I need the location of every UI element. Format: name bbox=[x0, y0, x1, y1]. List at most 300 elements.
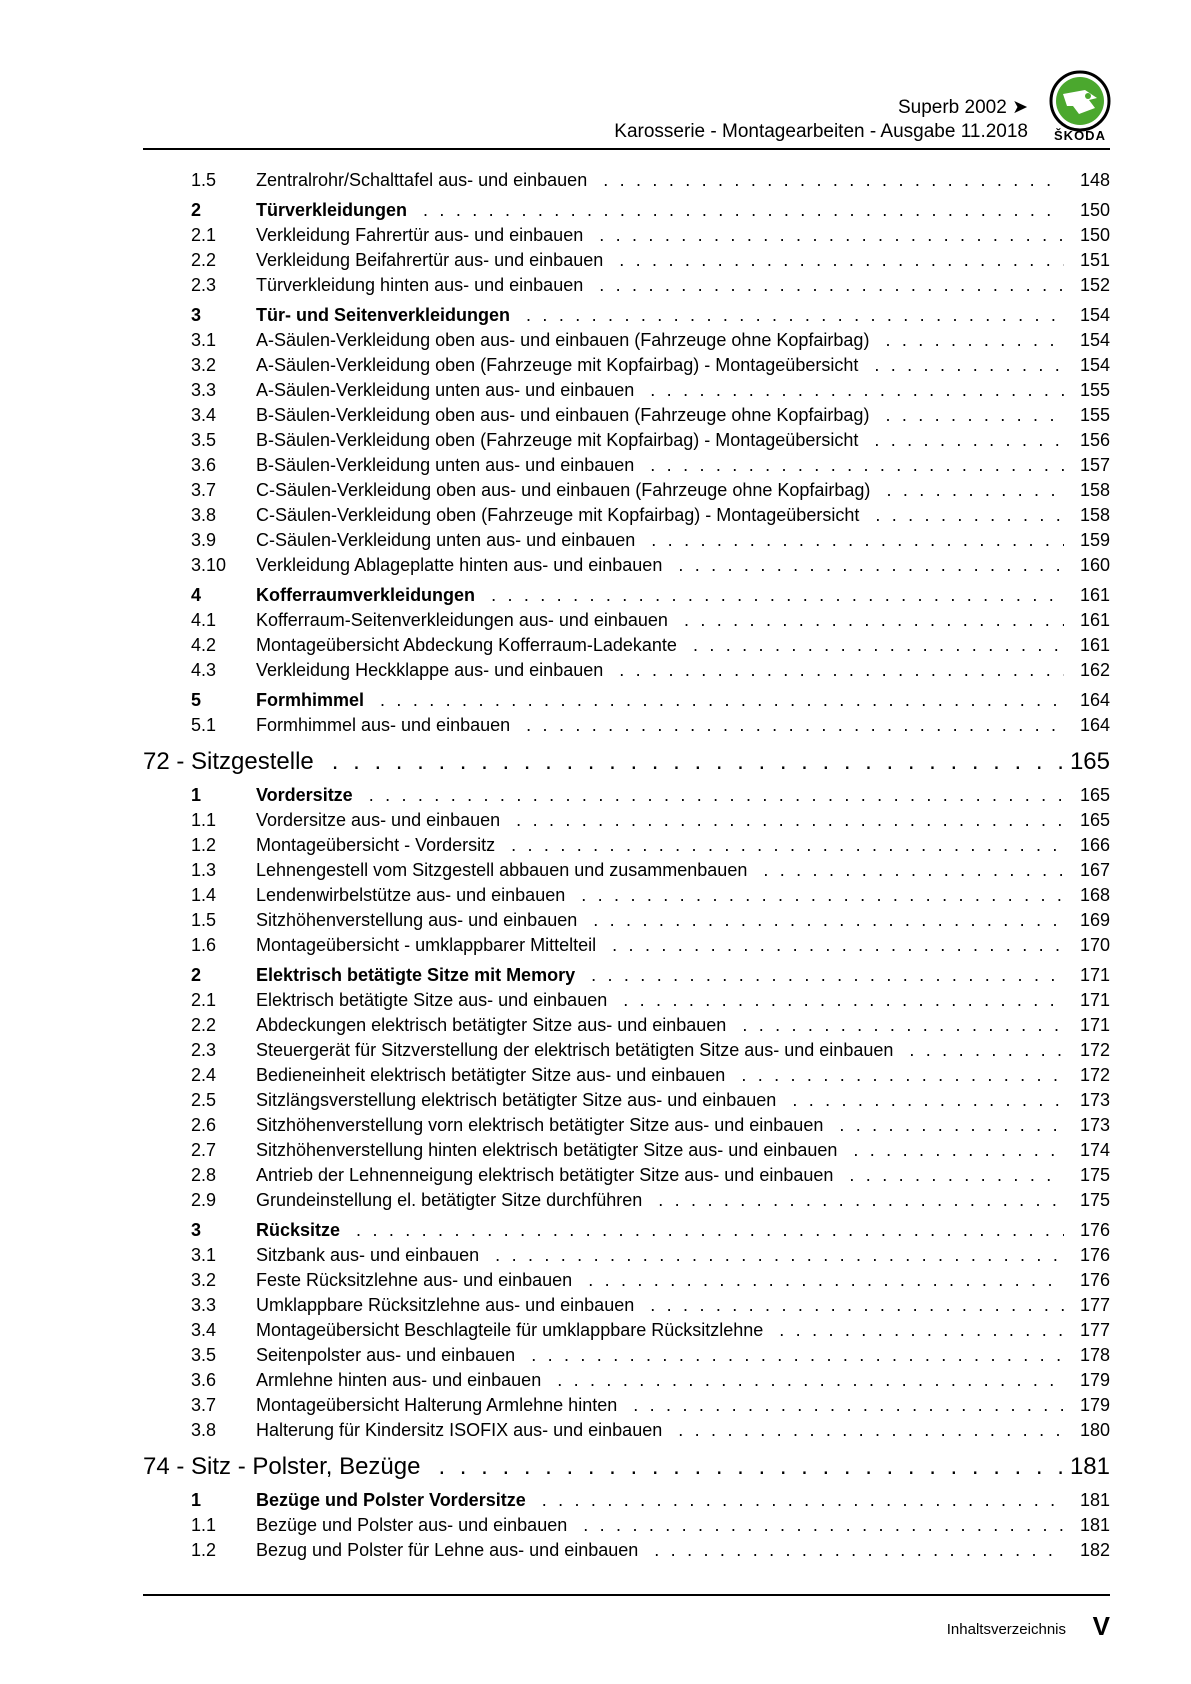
toc-entry[interactable] bbox=[143, 405, 1110, 430]
toc-entry-title: C-Säulen-Verkleidung oben aus- und einbauen (Fahrzeuge ohne Kopfairbag) bbox=[256, 480, 871, 500]
leader-dots bbox=[650, 380, 1064, 401]
toc-entry-page-number: 161 bbox=[1079, 610, 1110, 630]
toc-entry-body bbox=[256, 555, 1110, 576]
toc-entry-page-number: 171 bbox=[1079, 965, 1110, 985]
toc-entry-number: 3.2 bbox=[191, 355, 217, 375]
toc-entry-title: Tür- und Seitenverkleidungen bbox=[256, 305, 511, 325]
toc-entry[interactable] bbox=[143, 355, 1110, 380]
toc-entry-page-number: 174 bbox=[1079, 1140, 1110, 1160]
toc-entry-number: 1 bbox=[191, 785, 202, 805]
toc-entry[interactable] bbox=[143, 1270, 1110, 1295]
toc-entry-page-number: 152 bbox=[1079, 275, 1110, 295]
toc-entry-body bbox=[256, 170, 1110, 191]
toc-entry[interactable] bbox=[143, 610, 1110, 635]
toc-entry[interactable] bbox=[143, 715, 1110, 740]
toc-entry-title: Türverkleidungen bbox=[256, 200, 408, 220]
toc-entry-number: 4.3 bbox=[191, 660, 217, 680]
toc-entry[interactable] bbox=[143, 1515, 1110, 1540]
leader-dots bbox=[654, 1540, 1064, 1561]
toc-entry[interactable] bbox=[143, 1420, 1110, 1445]
toc-entry-page-number: 165 bbox=[1079, 810, 1110, 830]
toc-entry-title: Bezüge und Polster Vordersitze bbox=[256, 1490, 526, 1510]
toc-entry-title: Kofferraum-Seitenverkleidungen aus- und einbauen bbox=[256, 610, 668, 630]
toc-entry-body bbox=[256, 1320, 1110, 1341]
toc-entry-body bbox=[256, 305, 1110, 326]
toc-entry-body bbox=[256, 910, 1110, 931]
toc-entry[interactable] bbox=[143, 910, 1110, 935]
toc-entry-number: 3.4 bbox=[191, 405, 217, 425]
chapter-title: 74 - Sitz - Polster, Bezüge bbox=[143, 1453, 421, 1480]
toc-entry-number: 3.7 bbox=[191, 480, 217, 500]
toc-entry[interactable] bbox=[143, 555, 1110, 580]
toc-entry-title: Grundeinstellung el. betätigter Sitze durchführen bbox=[256, 1190, 643, 1210]
toc-entry-title: Bezüge und Polster aus- und einbauen bbox=[256, 1515, 568, 1535]
toc-entry-body bbox=[256, 935, 1110, 956]
toc-entry-title: Formhimmel aus- und einbauen bbox=[256, 715, 511, 735]
toc-entry-title: Sitzhöhenverstellung hinten elektrisch betätigter Sitze aus- und einbauen bbox=[256, 1140, 838, 1160]
toc-entry-body bbox=[256, 835, 1110, 856]
toc-entry-number: 1.1 bbox=[191, 810, 217, 830]
toc-entry-number: 1.4 bbox=[191, 885, 217, 905]
leader-dots bbox=[423, 200, 1064, 221]
toc-entry-title: Montageübersicht - umklappbarer Mittelteil bbox=[256, 935, 597, 955]
toc-entry-title: Rücksitze bbox=[256, 1220, 341, 1240]
toc-entry-body bbox=[256, 505, 1110, 526]
toc-entry-number: 3 bbox=[191, 1220, 202, 1240]
toc-entry-number: 2.3 bbox=[191, 275, 217, 295]
toc-entry-page-number: 172 bbox=[1079, 1065, 1110, 1085]
toc-entry[interactable] bbox=[143, 935, 1110, 960]
leader-dots bbox=[591, 965, 1064, 986]
toc-entry-number: 3.9 bbox=[191, 530, 217, 550]
skoda-logo-icon bbox=[1049, 70, 1111, 132]
toc-entry-number: 3.1 bbox=[191, 1245, 217, 1265]
leader-dots bbox=[839, 1115, 1064, 1136]
leader-dots bbox=[369, 785, 1064, 806]
toc-entry-page-number: 166 bbox=[1079, 835, 1110, 855]
toc-entry-body bbox=[256, 455, 1110, 476]
leader-dots bbox=[792, 1090, 1064, 1111]
toc-entry-page-number: 179 bbox=[1079, 1370, 1110, 1390]
toc-entry-title: Verkleidung Heckklappe aus- und einbauen bbox=[256, 660, 604, 680]
toc-entry-title: Seitenpolster aus- und einbauen bbox=[256, 1345, 516, 1365]
toc-entry-body bbox=[256, 1090, 1110, 1111]
toc-entry[interactable] bbox=[143, 330, 1110, 355]
toc-entry-body bbox=[256, 990, 1110, 1011]
toc-entry[interactable] bbox=[143, 1015, 1110, 1040]
toc-entry-title: C-Säulen-Verkleidung unten aus- und einbauen bbox=[256, 530, 636, 550]
toc-section-entry[interactable] bbox=[143, 1220, 1110, 1245]
toc-entry-number: 3.3 bbox=[191, 380, 217, 400]
toc-entry-body bbox=[256, 380, 1110, 401]
toc-entry[interactable] bbox=[143, 455, 1110, 480]
toc-entry[interactable] bbox=[143, 1165, 1110, 1190]
toc-entry-title: Lehnengestell vom Sitzgestell abbauen und zusammenbauen bbox=[256, 860, 748, 880]
toc-entry-title: Formhimmel bbox=[256, 690, 365, 710]
toc-entry-title: Türverkleidung hinten aus- und einbauen bbox=[256, 275, 584, 295]
toc-entry-number: 2.6 bbox=[191, 1115, 217, 1135]
toc-entry[interactable] bbox=[143, 1090, 1110, 1115]
toc-entry-page-number: 179 bbox=[1079, 1395, 1110, 1415]
toc-entry-body bbox=[256, 1345, 1110, 1366]
toc-entry-body bbox=[256, 690, 1110, 711]
toc-entry-title: A-Säulen-Verkleidung unten aus- und einbauen bbox=[256, 380, 635, 400]
toc-entry-page-number: 170 bbox=[1079, 935, 1110, 955]
header-manual-title: Karosserie - Montagearbeiten - Ausgabe 11.2018 bbox=[614, 121, 1028, 142]
toc-entry-title: B-Säulen-Verkleidung oben (Fahrzeuge mit Kopfairbag) - Montageübersicht bbox=[256, 430, 859, 450]
leader-dots bbox=[588, 1270, 1064, 1291]
toc-entry[interactable] bbox=[143, 1345, 1110, 1370]
toc-entry-number: 3.4 bbox=[191, 1320, 217, 1340]
toc-entry-title: Halterung für Kindersitz ISOFIX aus- und einbauen bbox=[256, 1420, 663, 1440]
leader-dots bbox=[380, 690, 1064, 711]
toc-entry-body bbox=[256, 860, 1110, 881]
toc-entry-page-number: 172 bbox=[1079, 1040, 1110, 1060]
toc-entry[interactable] bbox=[143, 225, 1110, 250]
toc-section-entry[interactable] bbox=[143, 585, 1110, 610]
toc-entry-title: Bezug und Polster für Lehne aus- und einbauen bbox=[256, 1540, 639, 1560]
toc-entry-page-number: 161 bbox=[1079, 635, 1110, 655]
header-model: Superb 2002 ➤ bbox=[897, 97, 1028, 118]
toc-entry-body bbox=[256, 200, 1110, 221]
toc-block-karosserie bbox=[143, 170, 1110, 740]
toc-entry[interactable] bbox=[143, 990, 1110, 1015]
toc-entry-body bbox=[256, 1370, 1110, 1391]
leader-dots bbox=[885, 330, 1064, 351]
toc-entry-number: 1 bbox=[191, 1490, 202, 1510]
toc-entry-page-number: 154 bbox=[1079, 330, 1110, 350]
leader-dots bbox=[886, 480, 1064, 501]
leader-dots bbox=[633, 1395, 1064, 1416]
toc-entry[interactable] bbox=[143, 380, 1110, 405]
leader-dots bbox=[909, 1040, 1064, 1061]
toc-entry-number: 3.6 bbox=[191, 1370, 217, 1390]
toc-entry-body bbox=[256, 430, 1110, 451]
toc-entry[interactable] bbox=[143, 430, 1110, 455]
toc-entry-number: 1.5 bbox=[191, 170, 217, 190]
toc-entry[interactable] bbox=[143, 810, 1110, 835]
toc-entry[interactable] bbox=[143, 1540, 1110, 1565]
leader-dots bbox=[658, 1190, 1064, 1211]
toc-entry-body bbox=[256, 330, 1110, 351]
toc-entry[interactable] bbox=[143, 885, 1110, 910]
leader-dots bbox=[542, 1490, 1064, 1511]
toc-entry-number: 2.2 bbox=[191, 1015, 217, 1035]
toc-entry-number: 3.7 bbox=[191, 1395, 217, 1415]
toc-entry[interactable] bbox=[143, 1320, 1110, 1345]
toc-entry-number: 3.5 bbox=[191, 1345, 217, 1365]
toc-entry-body bbox=[256, 355, 1110, 376]
leader-dots bbox=[874, 430, 1064, 451]
toc-entry[interactable] bbox=[143, 170, 1110, 195]
toc-entry-number: 1.1 bbox=[191, 1515, 217, 1535]
toc-entry-title: A-Säulen-Verkleidung oben (Fahrzeuge mit Kopfairbag) - Montageübersicht bbox=[256, 355, 859, 375]
leader-dots bbox=[885, 405, 1064, 426]
toc-entry-body bbox=[256, 1165, 1110, 1186]
leader-dots bbox=[874, 355, 1064, 376]
leader-dots bbox=[853, 1140, 1064, 1161]
toc-entry-body bbox=[256, 225, 1110, 246]
table-of-contents bbox=[143, 170, 1110, 1565]
toc-entry-body bbox=[256, 965, 1110, 986]
toc-entry-number: 4.2 bbox=[191, 635, 217, 655]
toc-entry[interactable] bbox=[143, 530, 1110, 555]
toc-entry[interactable] bbox=[143, 250, 1110, 275]
toc-block-polster bbox=[143, 1490, 1110, 1565]
toc-entry-title: Lendenwirbelstütze aus- und einbauen bbox=[256, 885, 566, 905]
toc-entry-body bbox=[256, 1270, 1110, 1291]
toc-entry[interactable] bbox=[143, 1245, 1110, 1270]
toc-entry[interactable] bbox=[143, 1395, 1110, 1420]
toc-entry-page-number: 148 bbox=[1079, 170, 1110, 190]
leader-dots bbox=[742, 1015, 1064, 1036]
toc-entry[interactable] bbox=[143, 1140, 1110, 1165]
toc-entry-body bbox=[256, 1220, 1110, 1241]
toc-entry-title: Sitzlängsverstellung elektrisch betätigter Sitze aus- und einbauen bbox=[256, 1090, 777, 1110]
toc-entry-body bbox=[256, 585, 1110, 606]
toc-entry-number: 1.6 bbox=[191, 935, 217, 955]
toc-entry[interactable] bbox=[143, 1040, 1110, 1065]
toc-entry-page-number: 155 bbox=[1079, 380, 1110, 400]
toc-entry-title: B-Säulen-Verkleidung unten aus- und einbauen bbox=[256, 455, 635, 475]
toc-entry-title: Vordersitze bbox=[256, 785, 353, 805]
toc-entry-number: 2 bbox=[191, 200, 202, 220]
toc-entry-number: 1.3 bbox=[191, 860, 217, 880]
toc-entry-page-number: 181 bbox=[1079, 1490, 1110, 1510]
toc-entry[interactable] bbox=[143, 1295, 1110, 1320]
leader-dots bbox=[763, 860, 1064, 881]
toc-entry-number: 2.4 bbox=[191, 1065, 217, 1085]
toc-entry-body bbox=[256, 1540, 1110, 1561]
toc-entry-body bbox=[256, 1015, 1110, 1036]
toc-entry-page-number: 182 bbox=[1079, 1540, 1110, 1560]
toc-entry-number: 2.2 bbox=[191, 250, 217, 270]
leader-dots bbox=[599, 275, 1064, 296]
toc-entry-body bbox=[256, 715, 1110, 736]
toc-entry-page-number: 156 bbox=[1079, 430, 1110, 450]
toc-entry-page-number: 171 bbox=[1079, 1015, 1110, 1035]
toc-entry-number: 3.3 bbox=[191, 1295, 217, 1315]
toc-entry-body bbox=[256, 1245, 1110, 1266]
toc-entry-body bbox=[256, 1295, 1110, 1316]
toc-entry-number: 5 bbox=[191, 690, 202, 710]
toc-entry-title: Verkleidung Beifahrertür aus- und einbauen bbox=[256, 250, 604, 270]
chapter-page-number: 181 bbox=[1069, 1453, 1110, 1480]
toc-entry-number: 3.6 bbox=[191, 455, 217, 475]
toc-entry-page-number: 155 bbox=[1079, 405, 1110, 425]
toc-entry-title: Umklappbare Rücksitzlehne aus- und einbauen bbox=[256, 1295, 635, 1315]
toc-entry-number: 2.3 bbox=[191, 1040, 217, 1060]
toc-entry-body bbox=[256, 785, 1110, 806]
toc-entry-page-number: 175 bbox=[1079, 1165, 1110, 1185]
toc-entry-title: Bedieneinheit elektrisch betätigter Sitze aus- und einbauen bbox=[256, 1065, 726, 1085]
leader-dots bbox=[526, 305, 1064, 326]
toc-entry-body bbox=[256, 250, 1110, 271]
toc-entry-body bbox=[256, 610, 1110, 631]
toc-entry-number: 3.1 bbox=[191, 330, 217, 350]
toc-entry-title: Feste Rücksitzlehne aus- und einbauen bbox=[256, 1270, 573, 1290]
toc-entry-page-number: 169 bbox=[1079, 910, 1110, 930]
toc-entry-page-number: 177 bbox=[1079, 1295, 1110, 1315]
toc-section-entry[interactable] bbox=[143, 200, 1110, 225]
toc-entry-page-number: 160 bbox=[1079, 555, 1110, 575]
toc-section-entry[interactable] bbox=[143, 690, 1110, 715]
toc-entry-number: 1.2 bbox=[191, 835, 217, 855]
toc-entry-number: 5.1 bbox=[191, 715, 217, 735]
toc-section-entry[interactable] bbox=[143, 305, 1110, 330]
footer-section-label: Inhaltsverzeichnis bbox=[946, 1621, 1066, 1638]
toc-entry-title: Verkleidung Ablageplatte hinten aus- und einbauen bbox=[256, 555, 663, 575]
leader-dots bbox=[650, 1295, 1064, 1316]
toc-entry-number: 2.5 bbox=[191, 1090, 217, 1110]
leader-dots bbox=[684, 610, 1064, 631]
toc-entry[interactable] bbox=[143, 1115, 1110, 1140]
toc-entry-title: Montageübersicht Halterung Armlehne hinten bbox=[256, 1395, 618, 1415]
toc-entry-number: 2.1 bbox=[191, 225, 217, 245]
toc-entry-body bbox=[256, 480, 1110, 501]
leader-dots bbox=[531, 1345, 1064, 1366]
toc-block-sitzgestelle bbox=[143, 785, 1110, 1445]
toc-entry-body bbox=[256, 1420, 1110, 1441]
chapter-title: 72 - Sitzgestelle bbox=[143, 748, 314, 775]
leader-dots bbox=[332, 748, 1064, 776]
toc-section-entry[interactable] bbox=[143, 965, 1110, 990]
toc-entry-page-number: 158 bbox=[1079, 505, 1110, 525]
toc-entry-page-number: 150 bbox=[1079, 200, 1110, 220]
toc-entry-number: 3.5 bbox=[191, 430, 217, 450]
toc-entry-page-number: 164 bbox=[1079, 690, 1110, 710]
leader-dots bbox=[849, 1165, 1064, 1186]
leader-dots bbox=[516, 810, 1064, 831]
leader-dots bbox=[603, 170, 1064, 191]
toc-entry-number: 2.1 bbox=[191, 990, 217, 1010]
leader-dots bbox=[779, 1320, 1064, 1341]
toc-entry-page-number: 181 bbox=[1079, 1515, 1110, 1535]
toc-entry-number: 1.2 bbox=[191, 1540, 217, 1560]
toc-entry-page-number: 162 bbox=[1079, 660, 1110, 680]
toc-entry-body bbox=[256, 1140, 1110, 1161]
skoda-wordmark: ŠKODA bbox=[1054, 128, 1106, 143]
chapter-heading-72[interactable] bbox=[143, 748, 1110, 785]
footer-page-number: V bbox=[1092, 1611, 1110, 1641]
toc-entry-title: A-Säulen-Verkleidung oben aus- und einbauen (Fahrzeuge ohne Kopfairbag) bbox=[256, 330, 870, 350]
toc-section-entry[interactable] bbox=[143, 1490, 1110, 1515]
toc-entry-number: 3.10 bbox=[191, 555, 227, 575]
toc-entry-page-number: 150 bbox=[1079, 225, 1110, 245]
chapter-heading-74[interactable] bbox=[143, 1453, 1110, 1490]
page-header bbox=[143, 0, 1110, 150]
toc-entry-page-number: 171 bbox=[1079, 990, 1110, 1010]
leader-dots bbox=[557, 1370, 1064, 1391]
toc-entry-body bbox=[256, 660, 1110, 681]
leader-dots bbox=[491, 585, 1064, 606]
toc-entry-page-number: 173 bbox=[1079, 1115, 1110, 1135]
leader-dots bbox=[599, 225, 1064, 246]
leader-dots bbox=[612, 935, 1064, 956]
toc-entry-page-number: 158 bbox=[1079, 480, 1110, 500]
toc-entry[interactable] bbox=[143, 835, 1110, 860]
toc-entry[interactable] bbox=[143, 635, 1110, 660]
toc-entry-number: 3.8 bbox=[191, 505, 217, 525]
leader-dots bbox=[581, 885, 1064, 906]
toc-entry-page-number: 151 bbox=[1079, 250, 1110, 270]
toc-entry-page-number: 173 bbox=[1079, 1090, 1110, 1110]
leader-dots bbox=[511, 835, 1064, 856]
toc-entry-title: Verkleidung Fahrertür aus- und einbauen bbox=[256, 225, 584, 245]
toc-entry-page-number: 176 bbox=[1079, 1245, 1110, 1265]
toc-entry-page-number: 161 bbox=[1079, 585, 1110, 605]
leader-dots bbox=[678, 555, 1064, 576]
leader-dots bbox=[650, 455, 1064, 476]
toc-entry[interactable] bbox=[143, 1370, 1110, 1395]
toc-entry-page-number: 154 bbox=[1079, 305, 1110, 325]
toc-entry-body bbox=[256, 530, 1110, 551]
toc-entry[interactable] bbox=[143, 660, 1110, 685]
toc-entry-body bbox=[256, 1190, 1110, 1211]
leader-dots bbox=[875, 505, 1064, 526]
toc-entry-body bbox=[256, 1515, 1110, 1536]
toc-entry-title: Sitzbank aus- und einbauen bbox=[256, 1245, 480, 1265]
leader-dots bbox=[438, 1453, 1063, 1481]
leader-dots bbox=[593, 910, 1064, 931]
toc-entry[interactable] bbox=[143, 505, 1110, 530]
toc-entry-title: C-Säulen-Verkleidung oben (Fahrzeuge mit Kopfairbag) - Montageübersicht bbox=[256, 505, 860, 525]
toc-entry-page-number: 177 bbox=[1079, 1320, 1110, 1340]
toc-entry-page-number: 159 bbox=[1079, 530, 1110, 550]
toc-entry-title: Montageübersicht Beschlagteile für umklappbare Rücksitzlehne bbox=[256, 1320, 764, 1340]
toc-entry-page-number: 180 bbox=[1079, 1420, 1110, 1440]
leader-dots bbox=[356, 1220, 1064, 1241]
toc-entry-number: 2.9 bbox=[191, 1190, 217, 1210]
toc-entry-number: 2.7 bbox=[191, 1140, 217, 1160]
toc-entry-body bbox=[256, 810, 1110, 831]
toc-entry-title: Montageübersicht Abdeckung Kofferraum-Ladekante bbox=[256, 635, 677, 655]
leader-dots bbox=[526, 715, 1064, 736]
toc-entry-body bbox=[256, 1065, 1110, 1086]
toc-entry-title: Antrieb der Lehnenneigung elektrisch betätigter Sitze aus- und einbauen bbox=[256, 1165, 834, 1185]
toc-entry-body bbox=[256, 1490, 1110, 1511]
toc-entry-body bbox=[256, 275, 1110, 296]
toc-section-entry[interactable] bbox=[143, 785, 1110, 810]
toc-entry-number: 3 bbox=[191, 305, 202, 325]
toc-entry[interactable] bbox=[143, 275, 1110, 300]
leader-dots bbox=[678, 1420, 1064, 1441]
toc-entry-number: 3.8 bbox=[191, 1420, 217, 1440]
toc-entry-body bbox=[256, 1395, 1110, 1416]
leader-dots bbox=[623, 990, 1064, 1011]
toc-entry-number: 1.5 bbox=[191, 910, 217, 930]
toc-entry[interactable] bbox=[143, 1190, 1110, 1215]
toc-entry-body bbox=[256, 635, 1110, 656]
toc-entry-body bbox=[256, 405, 1110, 426]
leader-dots bbox=[619, 250, 1064, 271]
toc-entry-page-number: 154 bbox=[1079, 355, 1110, 375]
toc-entry[interactable] bbox=[143, 480, 1110, 505]
leader-dots bbox=[651, 530, 1064, 551]
toc-entry-page-number: 165 bbox=[1079, 785, 1110, 805]
toc-entry-page-number: 167 bbox=[1079, 860, 1110, 880]
toc-entry-number: 4 bbox=[191, 585, 202, 605]
toc-entry[interactable] bbox=[143, 860, 1110, 885]
toc-entry-page-number: 164 bbox=[1079, 715, 1110, 735]
toc-entry-page-number: 168 bbox=[1079, 885, 1110, 905]
toc-entry[interactable] bbox=[143, 1065, 1110, 1090]
toc-entry-title: Elektrisch betätigte Sitze mit Memory bbox=[256, 965, 576, 985]
toc-entry-page-number: 175 bbox=[1079, 1190, 1110, 1210]
toc-entry-title: Zentralrohr/Schalttafel aus- und einbauen bbox=[256, 170, 588, 190]
toc-entry-title: Elektrisch betätigte Sitze aus- und einbauen bbox=[256, 990, 608, 1010]
toc-entry-number: 3.2 bbox=[191, 1270, 217, 1290]
